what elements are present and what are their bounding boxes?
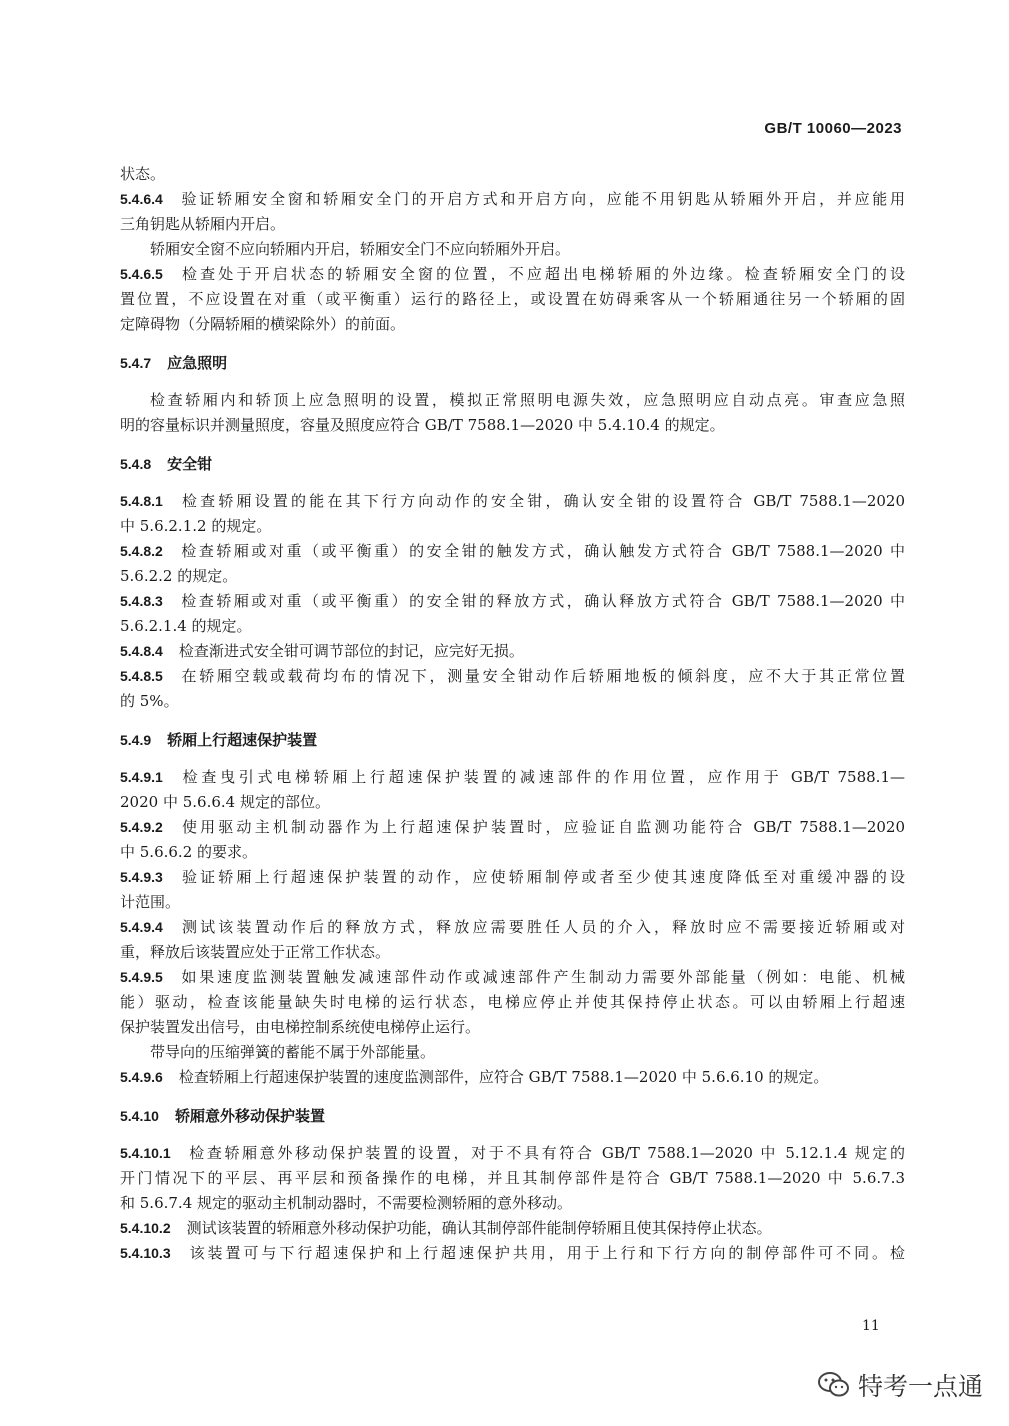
paragraph [120, 664, 905, 714]
line-text: 定障碍物（分隔轿厢的横梁除外）的前面。 [120, 315, 406, 333]
text-line [120, 1015, 905, 1040]
text-line [120, 1040, 905, 1065]
clause-number: 5.4.8.4 [120, 643, 163, 659]
line-text: 保护装置发出信号，由电梯控制系统使电梯停止运行。 [120, 1018, 481, 1036]
text-line [120, 890, 905, 915]
paragraph [120, 965, 905, 1040]
text-line [120, 489, 905, 514]
text-line [120, 287, 905, 312]
clause-number: 5.4.8.2 [120, 543, 163, 559]
line-text: 检查轿厢或对重（或平衡重）的安全钳的释放方式，确认释放方式符合 GB/T 7588.1—2020 中 [178, 592, 905, 610]
section-heading [120, 1104, 905, 1129]
section-number: 5.4.10 [120, 1108, 159, 1124]
line-text: 在轿厢空载或载荷均布的情况下，测量安全钳动作后轿厢地板的倾斜度，应不大于其正常位置 [178, 667, 905, 685]
paragraph [120, 1141, 905, 1216]
text-line [120, 990, 905, 1015]
text-line [120, 413, 905, 438]
paragraph [120, 765, 905, 815]
line-text: 如果速度监测装置触发减速部件动作或减速部件产生制动力需要外部能量（例如：电能、机械 [178, 968, 905, 986]
line-text: 中 5.6.6.2 的要求。 [120, 843, 258, 861]
text-line [120, 664, 905, 689]
text-line [120, 865, 905, 890]
page-number: 11 [862, 1318, 880, 1334]
clause-number: 5.4.10.1 [120, 1145, 171, 1161]
line-text: 检查处于开启状态的轿厢安全窗的位置，不应超出电梯轿厢的外边缘。检查轿厢安全门的设 [178, 265, 905, 283]
line-text: 计范围。 [120, 893, 181, 911]
text-line [120, 1141, 905, 1166]
clause-number: 5.4.10.3 [120, 1245, 171, 1261]
text-line [120, 965, 905, 990]
paragraph [120, 865, 905, 915]
section-title: 安全钳 [167, 455, 213, 473]
section-number: 5.4.7 [120, 355, 152, 371]
text-line [120, 1216, 905, 1241]
text-line [120, 589, 905, 614]
line-text: 的 5%。 [120, 692, 179, 710]
line-text: 该装置可与下行超速保护和上行超速保护共用，用于上行和下行方向的制停部件可不同。检 [186, 1244, 905, 1262]
line-text: 置位置，不应设置在对重（或平衡重）运行的路径上，或设置在妨碍乘客从一个轿厢通往另一个轿厢的固 [120, 290, 905, 308]
text-line [120, 639, 905, 664]
section-title: 轿厢意外移动保护装置 [174, 1107, 325, 1125]
paragraph [120, 187, 905, 237]
clause-number: 5.4.9.3 [120, 869, 163, 885]
section-heading [120, 452, 905, 477]
text-line [120, 1241, 905, 1266]
paragraph [120, 639, 905, 664]
text-line [120, 514, 905, 539]
line-text: 5.6.2.2 的规定。 [120, 567, 238, 585]
document-body [120, 162, 905, 1266]
section-heading [120, 728, 905, 753]
paragraph [120, 262, 905, 337]
clause-number: 5.4.8.5 [120, 668, 163, 684]
text-line [120, 1065, 905, 1090]
paragraph [120, 1065, 905, 1090]
clause-number: 5.4.6.4 [120, 191, 163, 207]
line-text: 能）驱动，检查该能量缺失时电梯的运行状态，电梯应停止并使其保持停止状态。可以由轿厢上行超速 [120, 993, 905, 1011]
paragraph [120, 589, 905, 639]
line-text: 重，释放后该装置应处于正常工作状态。 [120, 943, 391, 961]
paragraph [120, 388, 905, 438]
text-line [120, 689, 905, 714]
line-text: 开门情况下的平层、再平层和预备操作的电梯，并且其制停部件是符合 GB/T 7588.1—2020 中 5.6.7.3 [120, 1169, 905, 1187]
line-text: 检查轿厢上行超速保护装置的速度监测部件，应符合 GB/T 7588.1—2020 中 5.6.6.10 的规定。 [178, 1068, 829, 1086]
text-line [120, 614, 905, 639]
text-line [120, 262, 905, 287]
section-title: 轿厢上行超速保护装置 [167, 731, 318, 749]
paragraph [120, 1040, 905, 1065]
line-text: 5.6.2.1.4 的规定。 [120, 617, 252, 635]
section-number: 5.4.9 [120, 732, 152, 748]
text-line [120, 915, 905, 940]
line-text: 检查轿厢设置的能在其下行方向动作的安全钳，确认安全钳的设置符合 GB/T 7588.1—2020 [178, 492, 905, 510]
text-line [120, 162, 905, 187]
paragraph [120, 237, 905, 262]
line-text: 使用驱动主机制动器作为上行超速保护装置时，应验证自监测功能符合 GB/T 7588.1—2020 [178, 818, 905, 836]
paragraph [120, 489, 905, 539]
text-line [120, 1191, 905, 1216]
clause-number: 5.4.9.5 [120, 969, 163, 985]
text-line [120, 840, 905, 865]
watermark [818, 1367, 983, 1403]
clause-number: 5.4.9.1 [120, 769, 163, 785]
text-line [120, 312, 905, 337]
standard-code: GB/T 10060—2023 [764, 120, 902, 137]
paragraph [120, 162, 905, 187]
paragraph [120, 1216, 905, 1241]
paragraph [120, 539, 905, 589]
clause-number: 5.4.9.4 [120, 919, 163, 935]
text-line [120, 940, 905, 965]
text-line [120, 237, 905, 262]
section-heading [120, 351, 905, 376]
clause-number: 5.4.6.5 [120, 266, 163, 282]
line-text: 中 5.6.2.1.2 的规定。 [120, 517, 272, 535]
line-text: 检查曳引式电梯轿厢上行超速保护装置的减速部件的作用位置，应作用于 GB/T 7588.1— [178, 768, 905, 786]
line-text: 和 5.6.7.4 规定的驱动主机制动器时，不需要检测轿厢的意外移动。 [120, 1194, 573, 1212]
text-line [120, 539, 905, 564]
line-text: 测试该装置的轿厢意外移动保护功能，确认其制停部件能制停轿厢且使其保持停止状态。 [186, 1219, 772, 1237]
line-text: 带导向的压缩弹簧的蓄能不属于外部能量。 [150, 1043, 436, 1061]
text-line [120, 1166, 905, 1191]
line-text: 测试该装置动作后的释放方式，释放应需要胜任人员的介入，释放时应不需要接近轿厢或对 [178, 918, 905, 936]
clause-number: 5.4.8.3 [120, 593, 163, 609]
clause-number: 5.4.9.2 [120, 819, 163, 835]
line-text: 检查轿厢意外移动保护装置的设置，对于不具有符合 GB/T 7588.1—2020 中 5.12.1.4 规定的 [186, 1144, 905, 1162]
section-title: 应急照明 [167, 354, 228, 372]
text-line [120, 564, 905, 589]
text-line [120, 187, 905, 212]
text-line [120, 212, 905, 237]
wechat-icon [818, 1371, 850, 1399]
line-text: 状态。 [120, 165, 166, 183]
line-text: 检查轿厢内和轿顶上应急照明的设置，模拟正常照明电源失效，应急照明应自动点亮。审查应急照 [150, 391, 905, 409]
line-text: 轿厢安全窗不应向轿厢内开启，轿厢安全门不应向轿厢外开启。 [150, 240, 571, 258]
line-text: 三角钥匙从轿厢内开启。 [120, 215, 286, 233]
watermark-text: 特考一点通 [858, 1372, 984, 1401]
line-text: 验证轿厢安全窗和轿厢安全门的开启方式和开启方向，应能不用钥匙从轿厢外开启，并应能用 [178, 190, 905, 208]
text-line [120, 388, 905, 413]
text-line [120, 790, 905, 815]
text-line [120, 765, 905, 790]
line-text: 明的容量标识并测量照度，容量及照度应符合 GB/T 7588.1—2020 中 5.4.10.4 的规定。 [120, 416, 725, 434]
clause-number: 5.4.10.2 [120, 1220, 171, 1236]
line-text: 检查轿厢或对重（或平衡重）的安全钳的触发方式，确认触发方式符合 GB/T 7588.1—2020 中 [178, 542, 905, 560]
line-text: 检查渐进式安全钳可调节部位的封记，应完好无损。 [178, 642, 524, 660]
paragraph [120, 915, 905, 965]
line-text: 2020 中 5.6.6.4 规定的部位。 [120, 793, 330, 811]
clause-number: 5.4.9.6 [120, 1069, 163, 1085]
line-text: 验证轿厢上行超速保护装置的动作，应使轿厢制停或者至少使其速度降低至对重缓冲器的设 [178, 868, 905, 886]
paragraph [120, 1241, 905, 1266]
text-line [120, 815, 905, 840]
section-number: 5.4.8 [120, 456, 152, 472]
clause-number: 5.4.8.1 [120, 493, 163, 509]
paragraph [120, 815, 905, 865]
